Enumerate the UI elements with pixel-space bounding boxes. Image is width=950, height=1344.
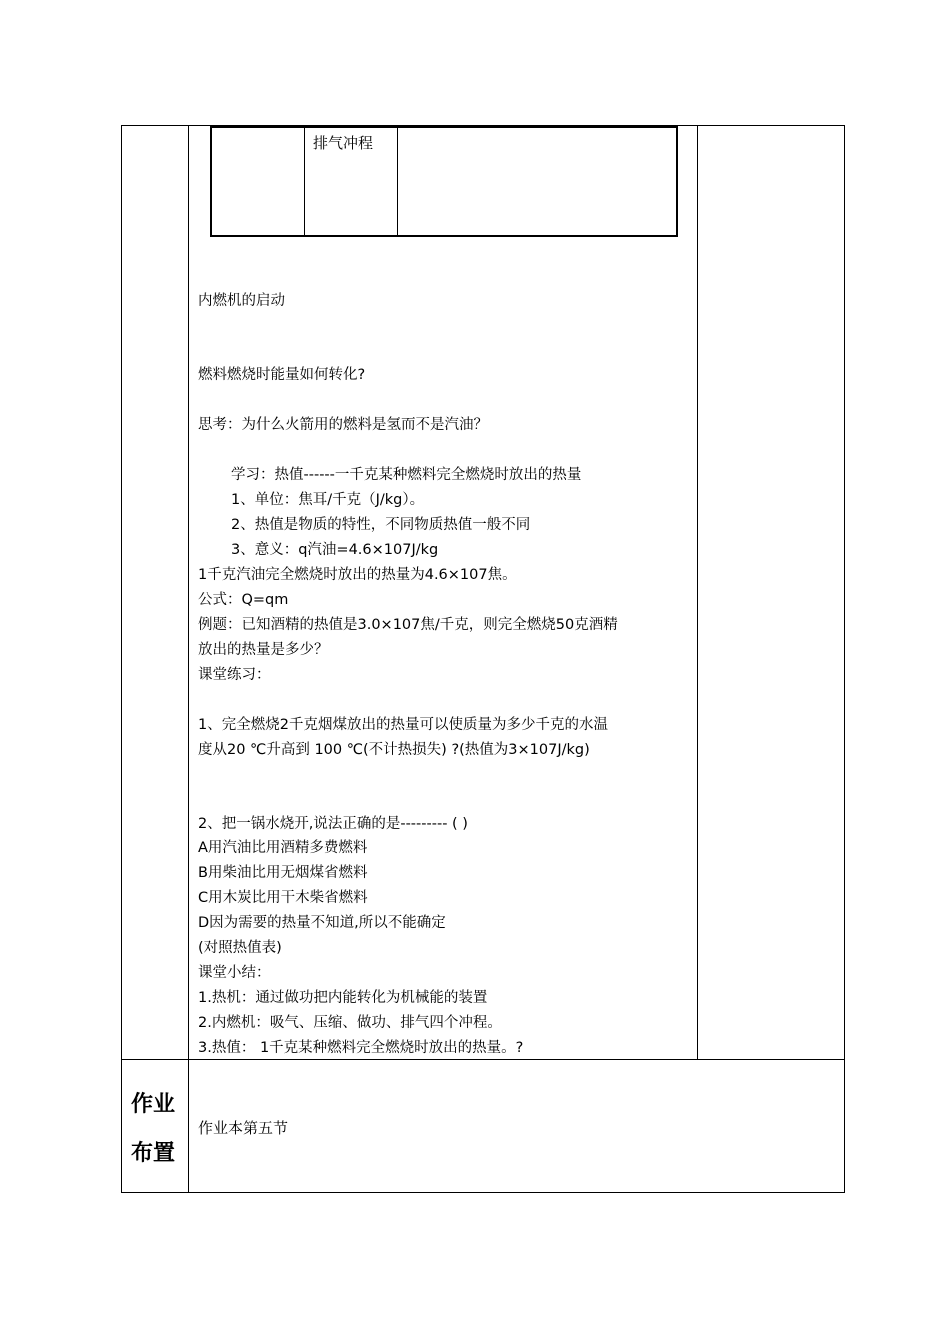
exhaust-stroke-label: 排气冲程 — [313, 134, 374, 152]
homework-label-line-2: 布置 — [131, 1140, 176, 1166]
example-line-2: 放出的热量是多少？ — [198, 642, 329, 658]
stroke-table-divider-1 — [304, 128, 305, 235]
energy-question: 燃料燃烧时能量如何转化? — [198, 367, 366, 383]
summary-title: 课堂小结： — [198, 965, 271, 981]
stroke-table — [210, 126, 678, 237]
property-text: 2、热值是物质的特性，不同物质热值一般不同 — [231, 517, 531, 533]
column-divider-right — [697, 126, 698, 1059]
stroke-table-divider-2 — [397, 128, 398, 235]
option-a: A用汽油比用酒精多费燃料 — [198, 840, 368, 856]
question-2: 2、把一锅水烧开,说法正确的是--------- ( ) — [198, 816, 468, 832]
meaning-text: 3、意义：q汽油=4.6×107J/kg — [231, 542, 439, 558]
column-divider-left — [188, 126, 189, 1192]
question-1-line-2: 度从20 ℃升高到 100 ℃(不计热损失) ?(热值为3×107J/kg) — [198, 742, 590, 758]
learn-definition: 学习：热值------一千克某种燃料完全燃烧时放出的热量 — [231, 467, 582, 483]
question-1-line-1: 1、完全燃烧2千克烟煤放出的热量可以使质量为多少千克的水温 — [198, 717, 608, 733]
option-c: C用木炭比用干木柴省燃料 — [198, 890, 368, 906]
summary-1: 1.热机：通过做功把内能转化为机械能的装置 — [198, 990, 488, 1006]
option-b: B用柴油比用无烟煤省燃料 — [198, 865, 368, 881]
homework-content: 作业本第五节 — [198, 1119, 289, 1137]
summary-3: 3.热值： 1千克某种燃料完全燃烧时放出的热量。? — [198, 1040, 524, 1056]
summary-2: 2.内燃机：吸气、压缩、做功、排气四个冲程。 — [198, 1015, 502, 1031]
meaning-detail: 1千克汽油完全燃烧时放出的热量为4.6×107焦。 — [198, 567, 517, 583]
option-d: D因为需要的热量不知道,所以不能确定 — [198, 915, 446, 931]
formula-text: 公式：Q=qm — [198, 592, 289, 608]
unit-text: 1、单位：焦耳/千克（J/kg）。 — [231, 492, 425, 508]
think-question: 思考：为什么火箭用的燃料是氢而不是汽油？ — [198, 417, 488, 433]
practice-title: 课堂练习： — [198, 667, 271, 683]
row-divider — [122, 1059, 844, 1060]
example-line-1: 例题：已知酒精的热值是3.0×107焦/千克，则完全燃烧50克酒精 — [198, 617, 618, 633]
homework-label-line-1: 作业 — [131, 1091, 176, 1117]
startup-text: 内燃机的启动 — [198, 293, 285, 309]
compare-note: (对照热值表) — [198, 940, 282, 956]
